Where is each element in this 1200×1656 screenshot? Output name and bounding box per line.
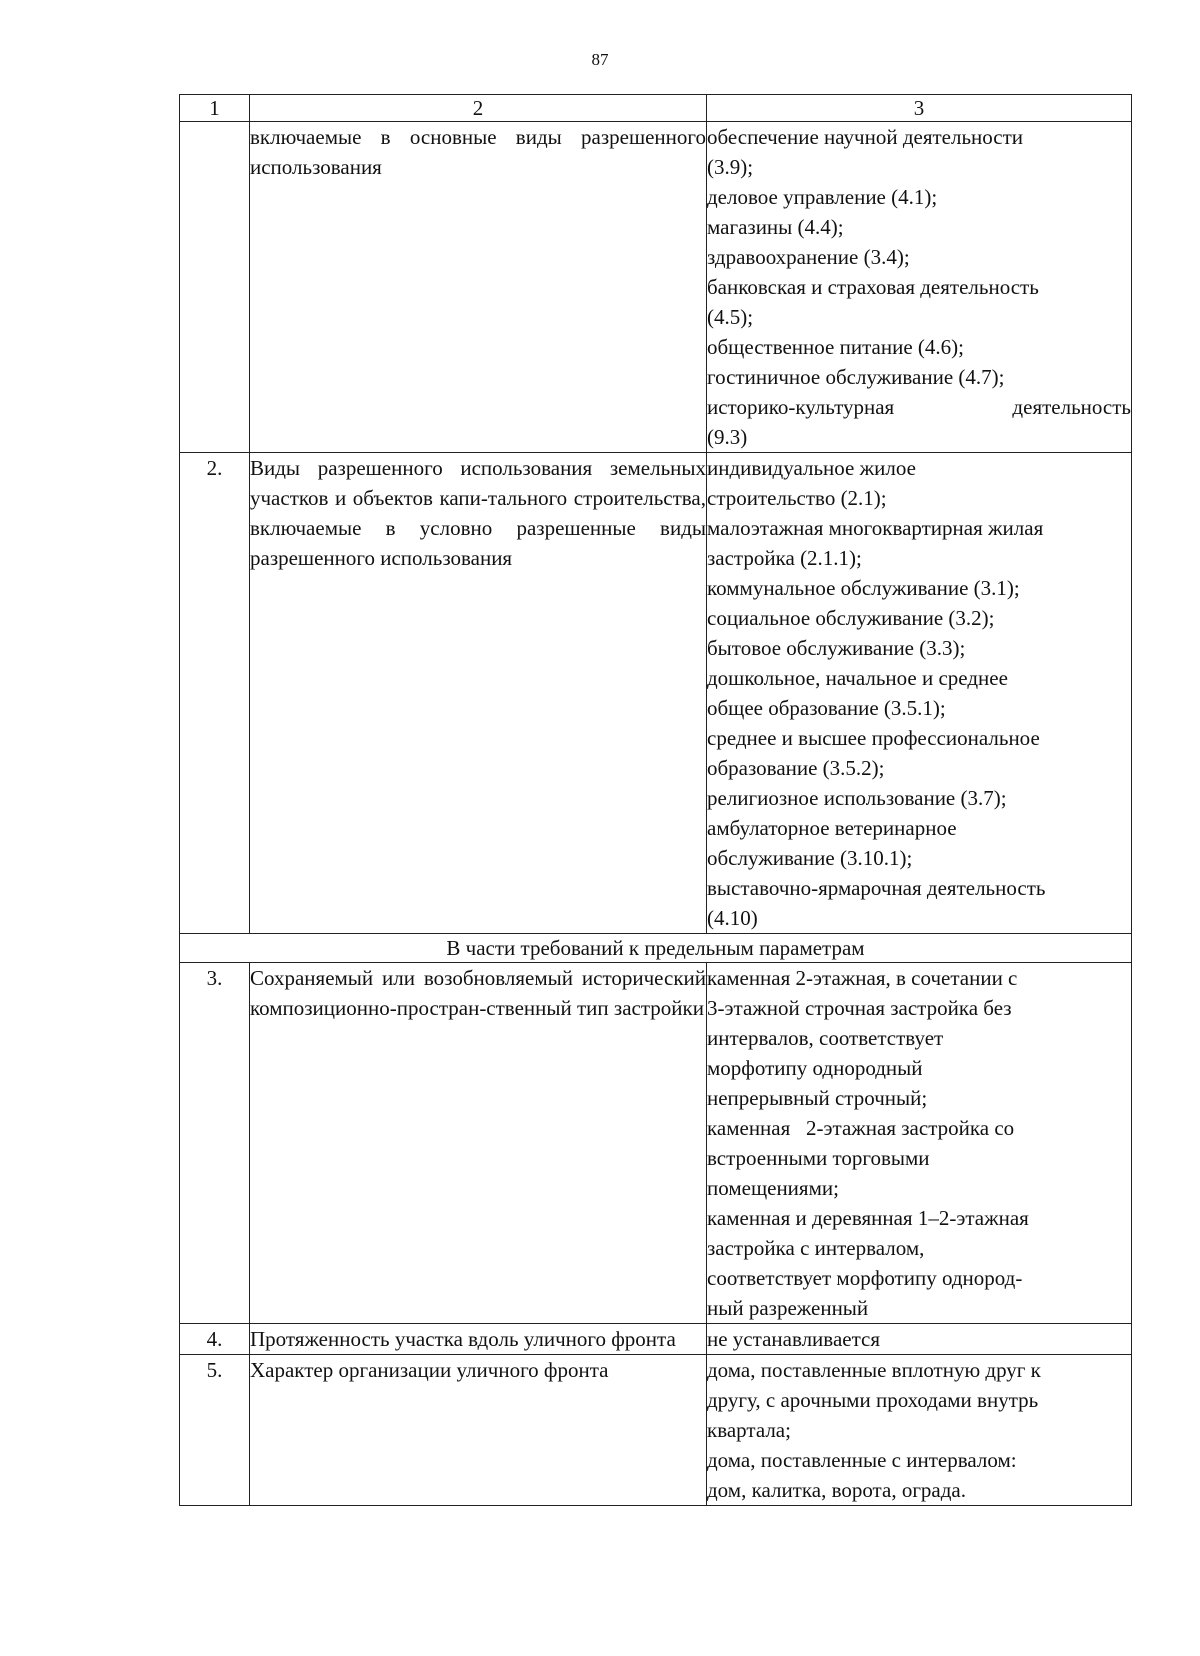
value-line: обеспечение научной деятельности — [707, 125, 1024, 149]
value-line: банковская и страховая деятельность — [707, 275, 1039, 299]
row-values — [707, 1355, 1132, 1506]
value-line: деловое управление (4.1); — [707, 185, 938, 209]
row-description: Характер организации уличного фронта — [250, 1355, 707, 1506]
table-row — [180, 453, 1132, 934]
regulations-table — [179, 94, 1132, 1506]
value-line: бытовое обслуживание (3.3); — [707, 636, 966, 660]
value-line: дома, поставленные с интервалом: — [707, 1448, 1017, 1472]
row-number: 5. — [180, 1355, 250, 1506]
value-line: коммунальное обслуживание (3.1); — [707, 576, 1020, 600]
value-line: образование (3.5.2); — [707, 756, 885, 780]
row-values — [707, 1324, 1132, 1355]
value-line: соответствует морфотипу однород- — [707, 1266, 1023, 1290]
header-col-3: 3 — [707, 95, 1132, 122]
value-line: каменная 2-этажная, в сочетании с — [707, 966, 1018, 990]
table-header-row — [180, 95, 1132, 122]
value-line: индивидуальное жилое — [707, 456, 916, 480]
row-number: 4. — [180, 1324, 250, 1355]
value-line: морфотипу однородный — [707, 1056, 923, 1080]
value-line: (4.5); — [707, 305, 754, 329]
value-line: квартала; — [707, 1418, 791, 1442]
row-values — [707, 453, 1132, 934]
value-line: обслуживание (3.10.1); — [707, 846, 913, 870]
value-line: амбулаторное ветеринарное — [707, 816, 957, 840]
header-col-2: 2 — [250, 95, 707, 122]
value-line: религиозное использование (3.7); — [707, 786, 1007, 810]
value-line: помещениями; — [707, 1176, 839, 1200]
value-line: малоэтажная многоквартирная жилая — [707, 516, 1044, 540]
row-number — [180, 122, 250, 453]
value-line: каменная 2-этажная застройка со — [707, 1116, 1015, 1140]
value-line: застройка (2.1.1); — [707, 546, 862, 570]
value-line: дошкольное, начальное и среднее — [707, 666, 1008, 690]
value-line: дома, поставленные вплотную друг к — [707, 1358, 1041, 1382]
row-description: Виды разрешенного использования земельных участков и объектов капи-тального строительства, включаемые в условно разрешенные виды разрешенного использования — [250, 453, 707, 934]
value-line: историко-культурная деятельность — [707, 395, 1131, 419]
section-row — [180, 934, 1132, 963]
value-line: каменная и деревянная 1–2-этажная — [707, 1206, 1029, 1230]
table-row — [180, 122, 1132, 453]
value-line: другу, с арочными проходами внутрь — [707, 1388, 1039, 1412]
row-description: Протяженность участка вдоль уличного фронта — [250, 1324, 707, 1355]
value-line: общественное питание (4.6); — [707, 335, 964, 359]
row-values — [707, 963, 1132, 1324]
row-number: 2. — [180, 453, 250, 934]
table-row — [180, 1355, 1132, 1506]
row-number: 3. — [180, 963, 250, 1324]
value-line: застройка с интервалом, — [707, 1236, 925, 1260]
table-row — [180, 1324, 1132, 1355]
value-line: общее образование (3.5.1); — [707, 696, 946, 720]
section-title: В части требований к предельным параметрам — [180, 934, 1132, 963]
value-line: гостиничное обслуживание (4.7); — [707, 365, 1005, 389]
value-line: социальное обслуживание (3.2); — [707, 606, 995, 630]
header-col-1: 1 — [180, 95, 250, 122]
value-line: интервалов, соответствует — [707, 1026, 944, 1050]
value-line: не устанавливается — [707, 1327, 880, 1351]
value-line: непрерывный строчный; — [707, 1086, 928, 1110]
value-line: ный разреженный — [707, 1296, 869, 1320]
value-line: 3-этажной строчная застройка без — [707, 996, 1012, 1020]
row-description: Сохраняемый или возобновляемый исторический композиционно-простран-ственный тип застройки — [250, 963, 707, 1324]
value-line: среднее и высшее профессиональное — [707, 726, 1040, 750]
value-line: встроенными торговыми — [707, 1146, 930, 1170]
row-description: включаемые в основные виды разрешенного использования — [250, 122, 707, 453]
page-number: 87 — [591, 50, 609, 69]
value-line: строительство (2.1); — [707, 486, 887, 510]
value-line: выставочно-ярмарочная деятельность — [707, 876, 1046, 900]
value-line: дом, калитка, ворота, ограда. — [707, 1478, 967, 1502]
row-values — [707, 122, 1132, 453]
value-line: (3.9); — [707, 155, 754, 179]
value-line: (9.3) — [707, 425, 748, 449]
table-row — [180, 963, 1132, 1324]
value-line: здравоохранение (3.4); — [707, 245, 910, 269]
value-line: (4.10) — [707, 906, 758, 930]
value-line: магазины (4.4); — [707, 215, 844, 239]
